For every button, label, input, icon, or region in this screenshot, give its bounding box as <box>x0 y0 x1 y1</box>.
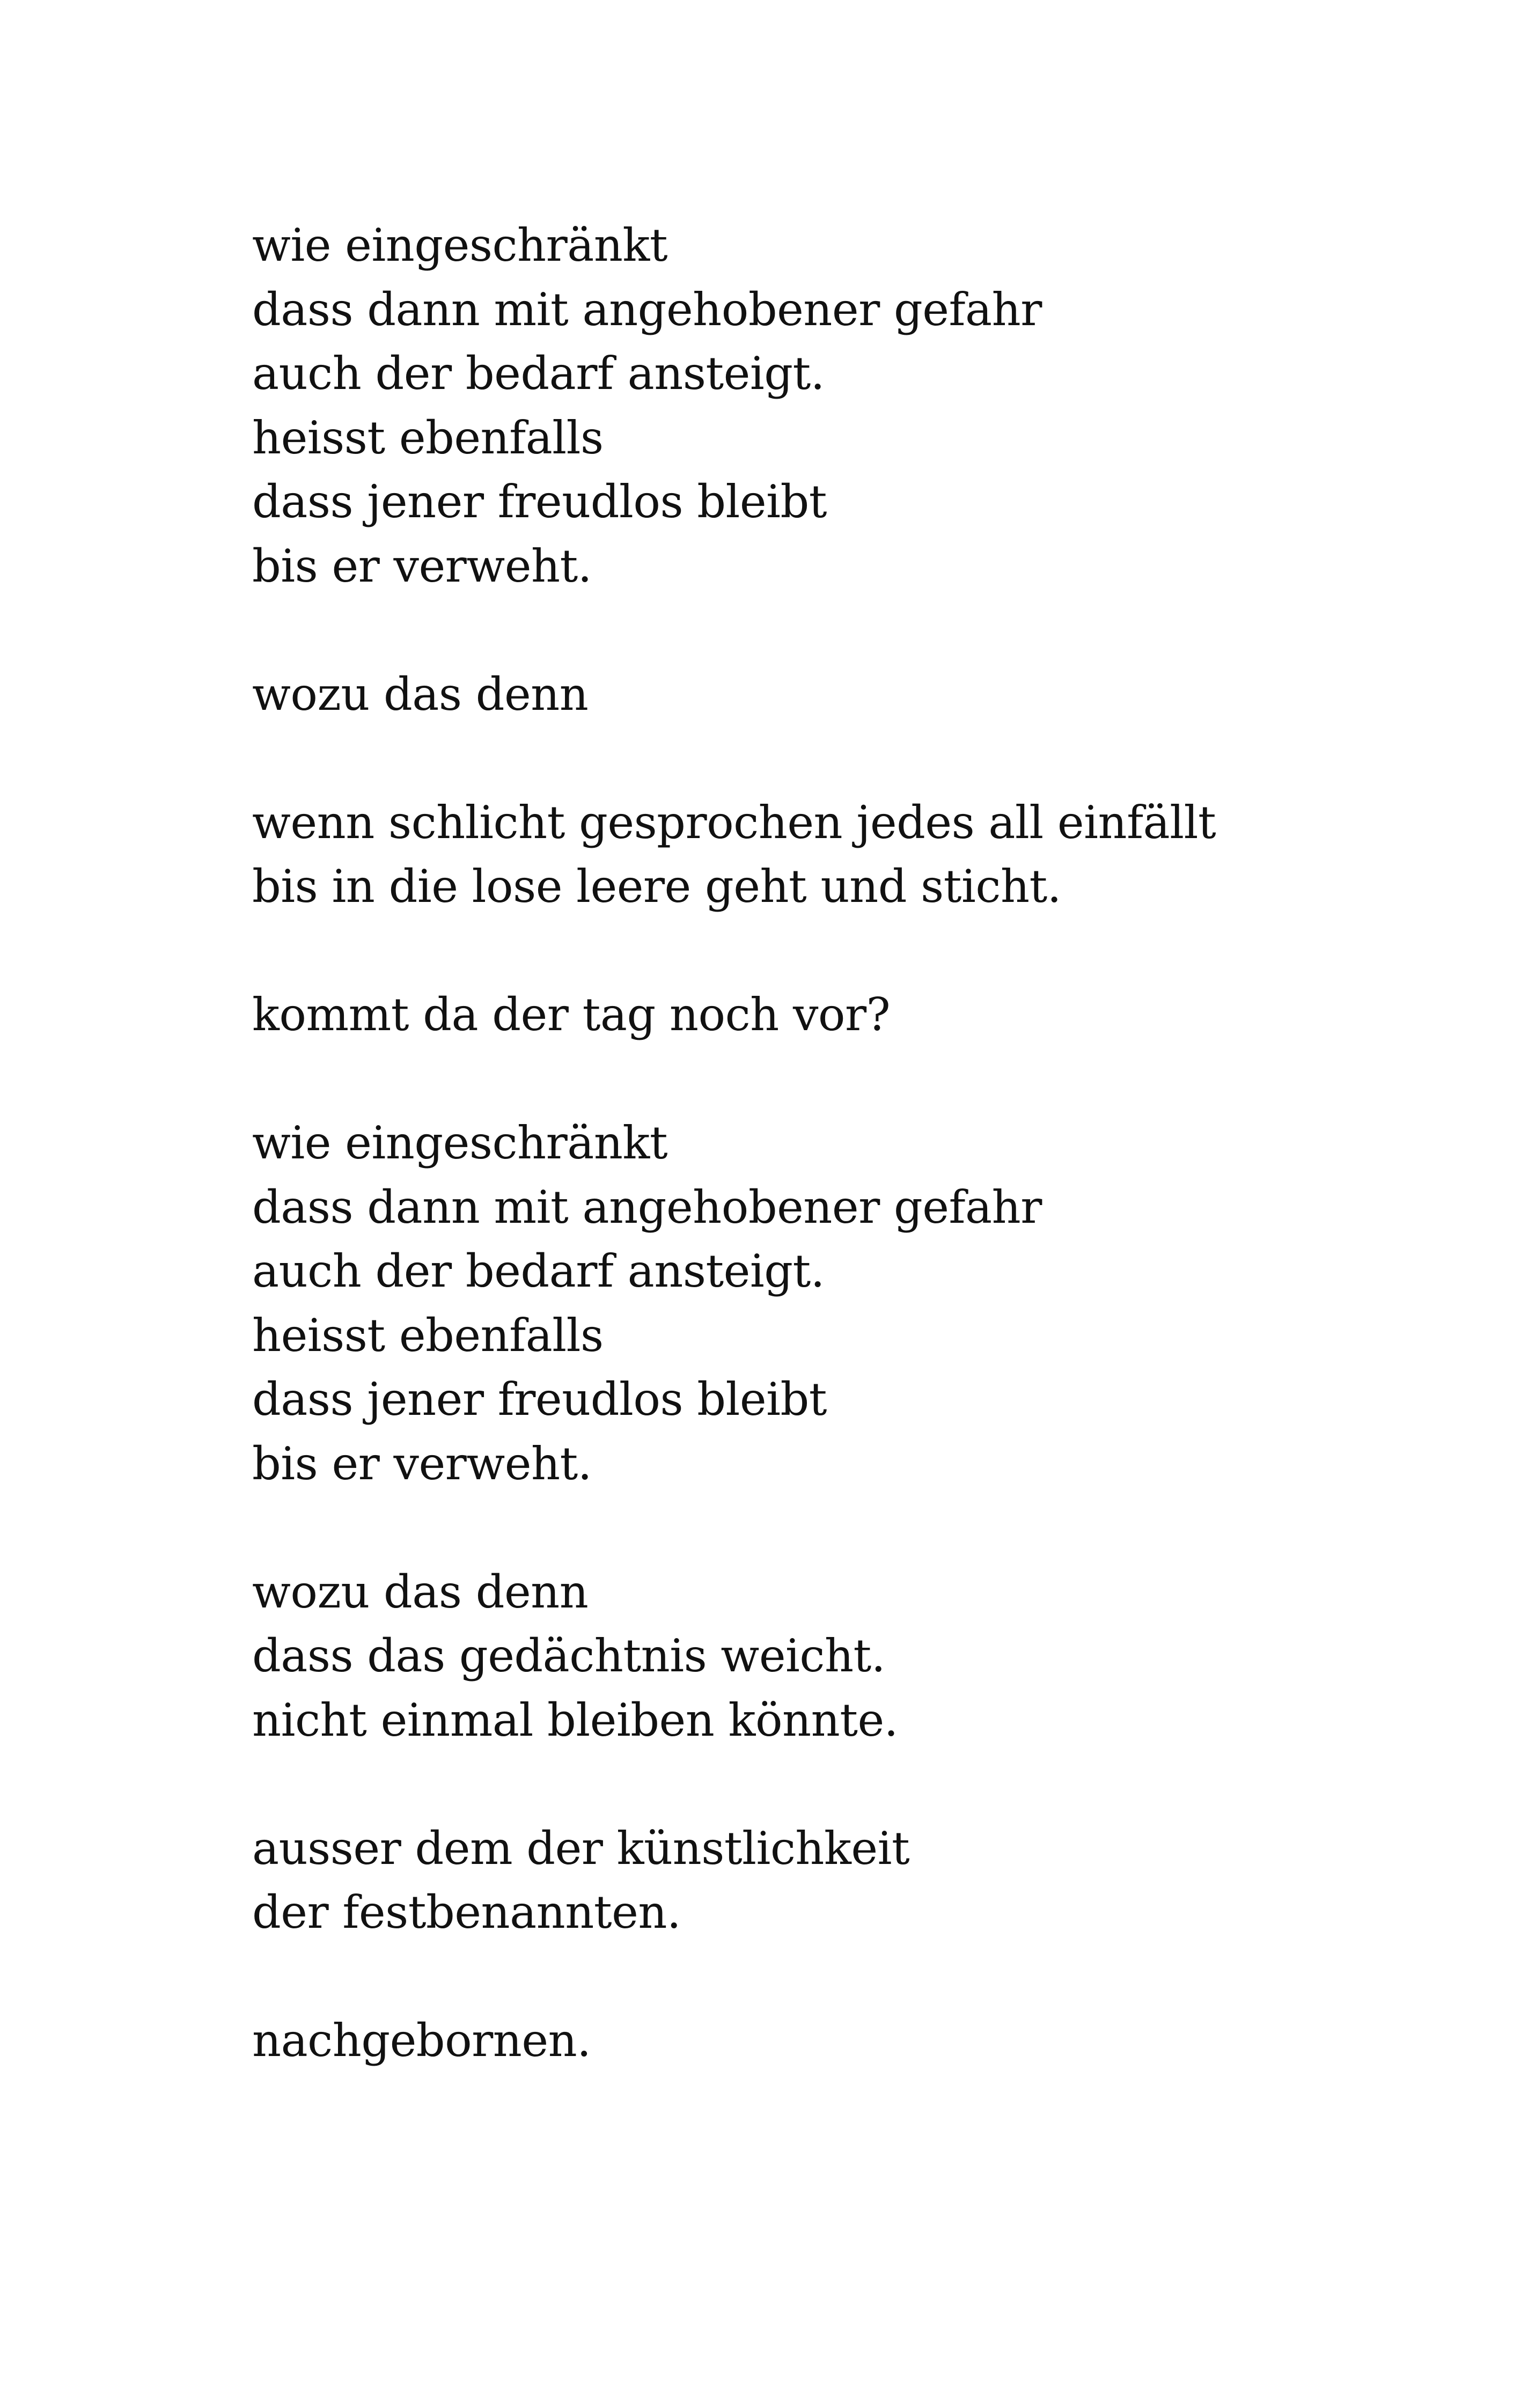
poem-line: heisst ebenfalls <box>252 411 604 464</box>
stanza-3 <box>252 791 1379 919</box>
stanza-7 <box>252 1817 1379 1945</box>
poem-line: dass das gedächtnis weicht. <box>252 1629 886 1682</box>
poem-line: der festbenannten. <box>252 1886 681 1939</box>
poem-line: dass jener freudlos bleibt <box>252 1373 827 1426</box>
stanza-2 <box>252 663 1379 727</box>
poem-line: dass dann mit angehobener gefahr <box>252 283 1042 336</box>
poem-line: auch der bedarf ansteigt. <box>252 1245 825 1297</box>
poem-line: heisst ebenfalls <box>252 1309 604 1362</box>
stanza-6 <box>252 1560 1379 1753</box>
poem-line: dass jener freudlos bleibt <box>252 475 827 528</box>
poem-line: dass dann mit angehobener gefahr <box>252 1180 1042 1234</box>
poem-line: bis er verweht. <box>252 1437 592 1490</box>
poem-line: wozu das denn <box>252 667 589 721</box>
poem-line: kommt da der tag noch vor? <box>252 988 891 1041</box>
stanza-8 <box>252 2009 1379 2073</box>
poem-line: ausser dem der künstlichkeit <box>252 1822 910 1875</box>
poem-line: bis er verweht. <box>252 539 592 592</box>
stanza-5 <box>252 1111 1379 1496</box>
stanza-1 <box>252 214 1379 598</box>
poem-line: nachgebornen. <box>252 2014 591 2067</box>
poem-text <box>252 214 1379 2073</box>
poem-line: auch der bedarf ansteigt. <box>252 347 825 400</box>
poem-line: wie eingeschränkt <box>252 1117 668 1169</box>
poem-line: wenn schlicht gesprochen jedes all einfällt <box>252 796 1216 849</box>
poem-line: wozu das denn <box>252 1565 589 1618</box>
poem-line: wie eingeschränkt <box>252 219 668 271</box>
poem-line: bis in die lose leere geht und sticht. <box>252 860 1062 913</box>
stanza-4 <box>252 983 1379 1047</box>
poem-line: nicht einmal bleiben könnte. <box>252 1693 898 1746</box>
